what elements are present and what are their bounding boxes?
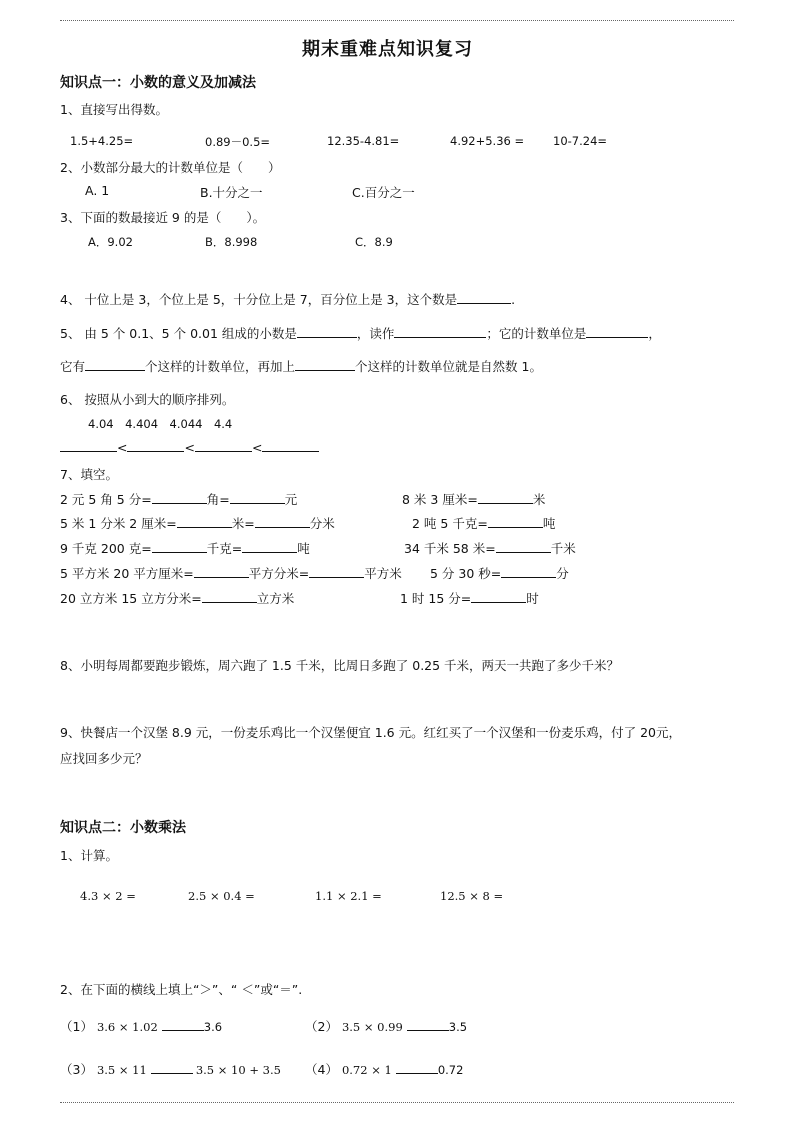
s1-q6-numbers: 4.04 4.404 4.044 4.4 [88,417,233,431]
s1-q5-text: 个这样的计数单位，再加上 [145,359,296,374]
s1-q5-text: ，读作 [356,326,395,341]
top-dotted-rule [60,20,734,21]
section-2-heading: 知识点二：小数乘法 [60,820,186,836]
conversion-text: 吨 [297,541,310,556]
answer-blank[interactable] [262,439,319,452]
conversion-text: 吨 [542,516,556,531]
conversion-text: 2 吨 5 千克= [412,516,488,531]
s1-q6-order-row [60,439,319,455]
conversion-text: 20 立方米 15 立方分米= [60,591,202,606]
item-number: （1） [60,1019,93,1034]
compare-expression: 3.6 × 1.02 [96,1020,158,1034]
conversion-text: 时 [526,591,539,606]
answer-blank[interactable] [309,565,364,578]
s1-q7-right [402,490,545,508]
answer-blank[interactable] [478,491,533,504]
answer-blank[interactable] [242,540,297,553]
answer-blank[interactable] [230,491,285,504]
compare-value: 3.6 [203,1020,223,1034]
s1-q5-text: 它有 [60,359,86,374]
s1-q7-right [430,564,569,582]
compare-expression: 3.5 × 0.99 [341,1020,403,1034]
s1-q2-option: A. 1 [85,183,110,198]
answer-blank[interactable] [295,358,355,371]
s1-q5-text: 5、 由 5 个 0.1、5 个 0.01 组成的小数是 [60,326,297,341]
answer-blank[interactable] [194,565,249,578]
conversion-text: 千米 [550,541,576,556]
answer-blank[interactable] [297,325,357,338]
s1-q5-text: 个这样的计数单位就是自然数 1。 [355,359,542,374]
conversion-text: 千克= [206,541,243,556]
conversion-text: 5 米 1 分米 2 厘米= [60,516,177,531]
conversion-text: 分米 [309,516,335,531]
bottom-dotted-rule [60,1102,734,1103]
s1-q5-line1 [60,324,661,342]
s2-q2-item [60,1060,281,1078]
s1-q7-right [400,589,539,607]
s1-q7-left [60,589,294,607]
answer-blank[interactable] [152,491,207,504]
s1-q5-text: ；它的计数单位是 [486,326,587,341]
item-number: （4） [305,1062,338,1077]
answer-blank[interactable] [127,439,184,452]
s1-q6-prompt: 6、 按照从小到大的顺序排列。 [60,392,235,407]
conversion-text: 分 [556,566,569,581]
answer-blank[interactable] [396,1061,438,1074]
answer-blank[interactable] [496,540,551,553]
s1-q1-item: 0.89－0.5= [205,135,271,149]
answer-blank[interactable] [177,515,232,528]
answer-blank[interactable] [152,540,207,553]
conversion-text: 平方分米= [248,566,310,581]
answer-blank[interactable] [501,565,556,578]
s1-q7-left [60,490,297,508]
item-number: （2） [305,1019,338,1034]
s1-q1-item: 1.5+4.25= [70,134,134,148]
conversion-text: 立方米 [256,591,295,606]
compare-value: 3.5 [448,1020,468,1034]
conversion-text: 角= [206,492,230,507]
conversion-text: 元 [284,492,298,507]
conversion-text: 2 元 5 角 5 分= [60,492,152,507]
s1-q3-option: B．8.998 [205,235,258,249]
conversion-text: 34 千米 58 米= [404,541,496,556]
s2-q1-prompt: 1、计算。 [60,848,118,863]
s2-q1-item: 2.5 × 0.4 = [188,889,255,903]
less-than-sign: < [251,440,263,455]
s1-q2-prompt: 2、小数部分最大的计数单位是（ ） [60,160,281,175]
less-than-sign: < [117,440,128,455]
s1-q7-right [404,539,576,557]
s2-q2-item [305,1060,463,1078]
compare-value: 3.5 × 10 + 3.5 [195,1063,281,1077]
s1-q4 [60,290,515,308]
s1-q2-option: B.十分之一 [200,185,263,200]
answer-blank[interactable] [394,325,486,338]
s1-q9-line1: 9、快餐店一个汉堡 8.9 元，一份麦乐鸡比一个汉堡便宜 1.6 元。红红买了一个汉堡和一份麦乐鸡，付了 20元， [60,725,681,740]
s1-q8: 8、小明每周都要跑步锻炼，周六跑了 1.5 千米，比周日多跑了 0.25 千米，两天一共跑了多少千米？ [60,658,620,673]
s1-q4-end: . [511,292,516,307]
answer-blank[interactable] [60,439,117,452]
answer-blank[interactable] [202,590,257,603]
s2-q2-item [60,1017,222,1035]
compare-value: 0.72 [437,1063,464,1077]
s1-q7-prompt: 7、填空。 [60,467,118,482]
answer-blank[interactable] [407,1018,449,1031]
less-than-sign: < [184,440,195,455]
page-title: 期末重难点知识复习 [302,39,473,60]
s1-q1-item: 12.35-4.81= [327,134,400,148]
s1-q5-line2 [60,357,542,375]
s1-q5-text: ， [648,326,661,341]
answer-blank[interactable] [457,291,511,304]
answer-blank[interactable] [85,358,145,371]
conversion-text: 米= [231,516,255,531]
conversion-text: 1 时 15 分= [400,591,472,606]
s1-q1-item: 10-7.24= [553,134,608,148]
answer-blank[interactable] [151,1061,193,1074]
s1-q9-line2: 应找回多少元？ [60,751,148,766]
conversion-text: 8 米 3 厘米= [402,492,478,507]
answer-blank[interactable] [255,515,310,528]
answer-blank[interactable] [195,439,252,452]
s2-q2-item [305,1017,467,1035]
conversion-text: 平方米 [364,566,402,581]
s1-q1-item: 4.92+5.36 = [450,134,525,148]
s1-q3-option: C．8.9 [355,235,393,249]
s1-q7-left [60,514,335,532]
conversion-text: 9 千克 200 克= [60,541,152,556]
section-1-heading: 知识点一：小数的意义及加减法 [60,75,256,91]
compare-expression: 3.5 × 11 [96,1063,147,1077]
s1-q4-prompt: 4、 十位上是 3，个位上是 5，十分位上是 7，百分位上是 3，这个数是 [60,292,458,307]
s1-q7-right [412,514,555,532]
s1-q1-prompt: 1、直接写出得数。 [60,102,168,117]
s2-q1-item: 1.1 × 2.1 = [315,889,382,903]
s1-q7-left [60,564,402,582]
conversion-text: 米 [532,492,546,507]
s1-q3-option: A．9.02 [88,235,133,249]
conversion-text: 5 平方米 20 平方厘米= [60,566,194,581]
answer-blank[interactable] [162,1018,204,1031]
answer-blank[interactable] [586,325,648,338]
s1-q2-option: C.百分之一 [352,185,415,200]
s2-q2-prompt: 2、在下面的横线上填上“＞”、“ ＜”或“＝”. [60,982,303,997]
s2-q1-item: 12.5 × 8 = [440,889,504,903]
s1-q3-prompt: 3、下面的数最接近 9 的是（ ）。 [60,210,266,225]
answer-blank[interactable] [488,515,543,528]
s2-q1-item: 4.3 × 2 = [80,889,136,903]
compare-expression: 0.72 × 1 [341,1063,392,1077]
item-number: （3） [60,1062,93,1077]
answer-blank[interactable] [471,590,526,603]
s1-q7-left [60,539,310,557]
conversion-text: 5 分 30 秒= [430,566,502,581]
